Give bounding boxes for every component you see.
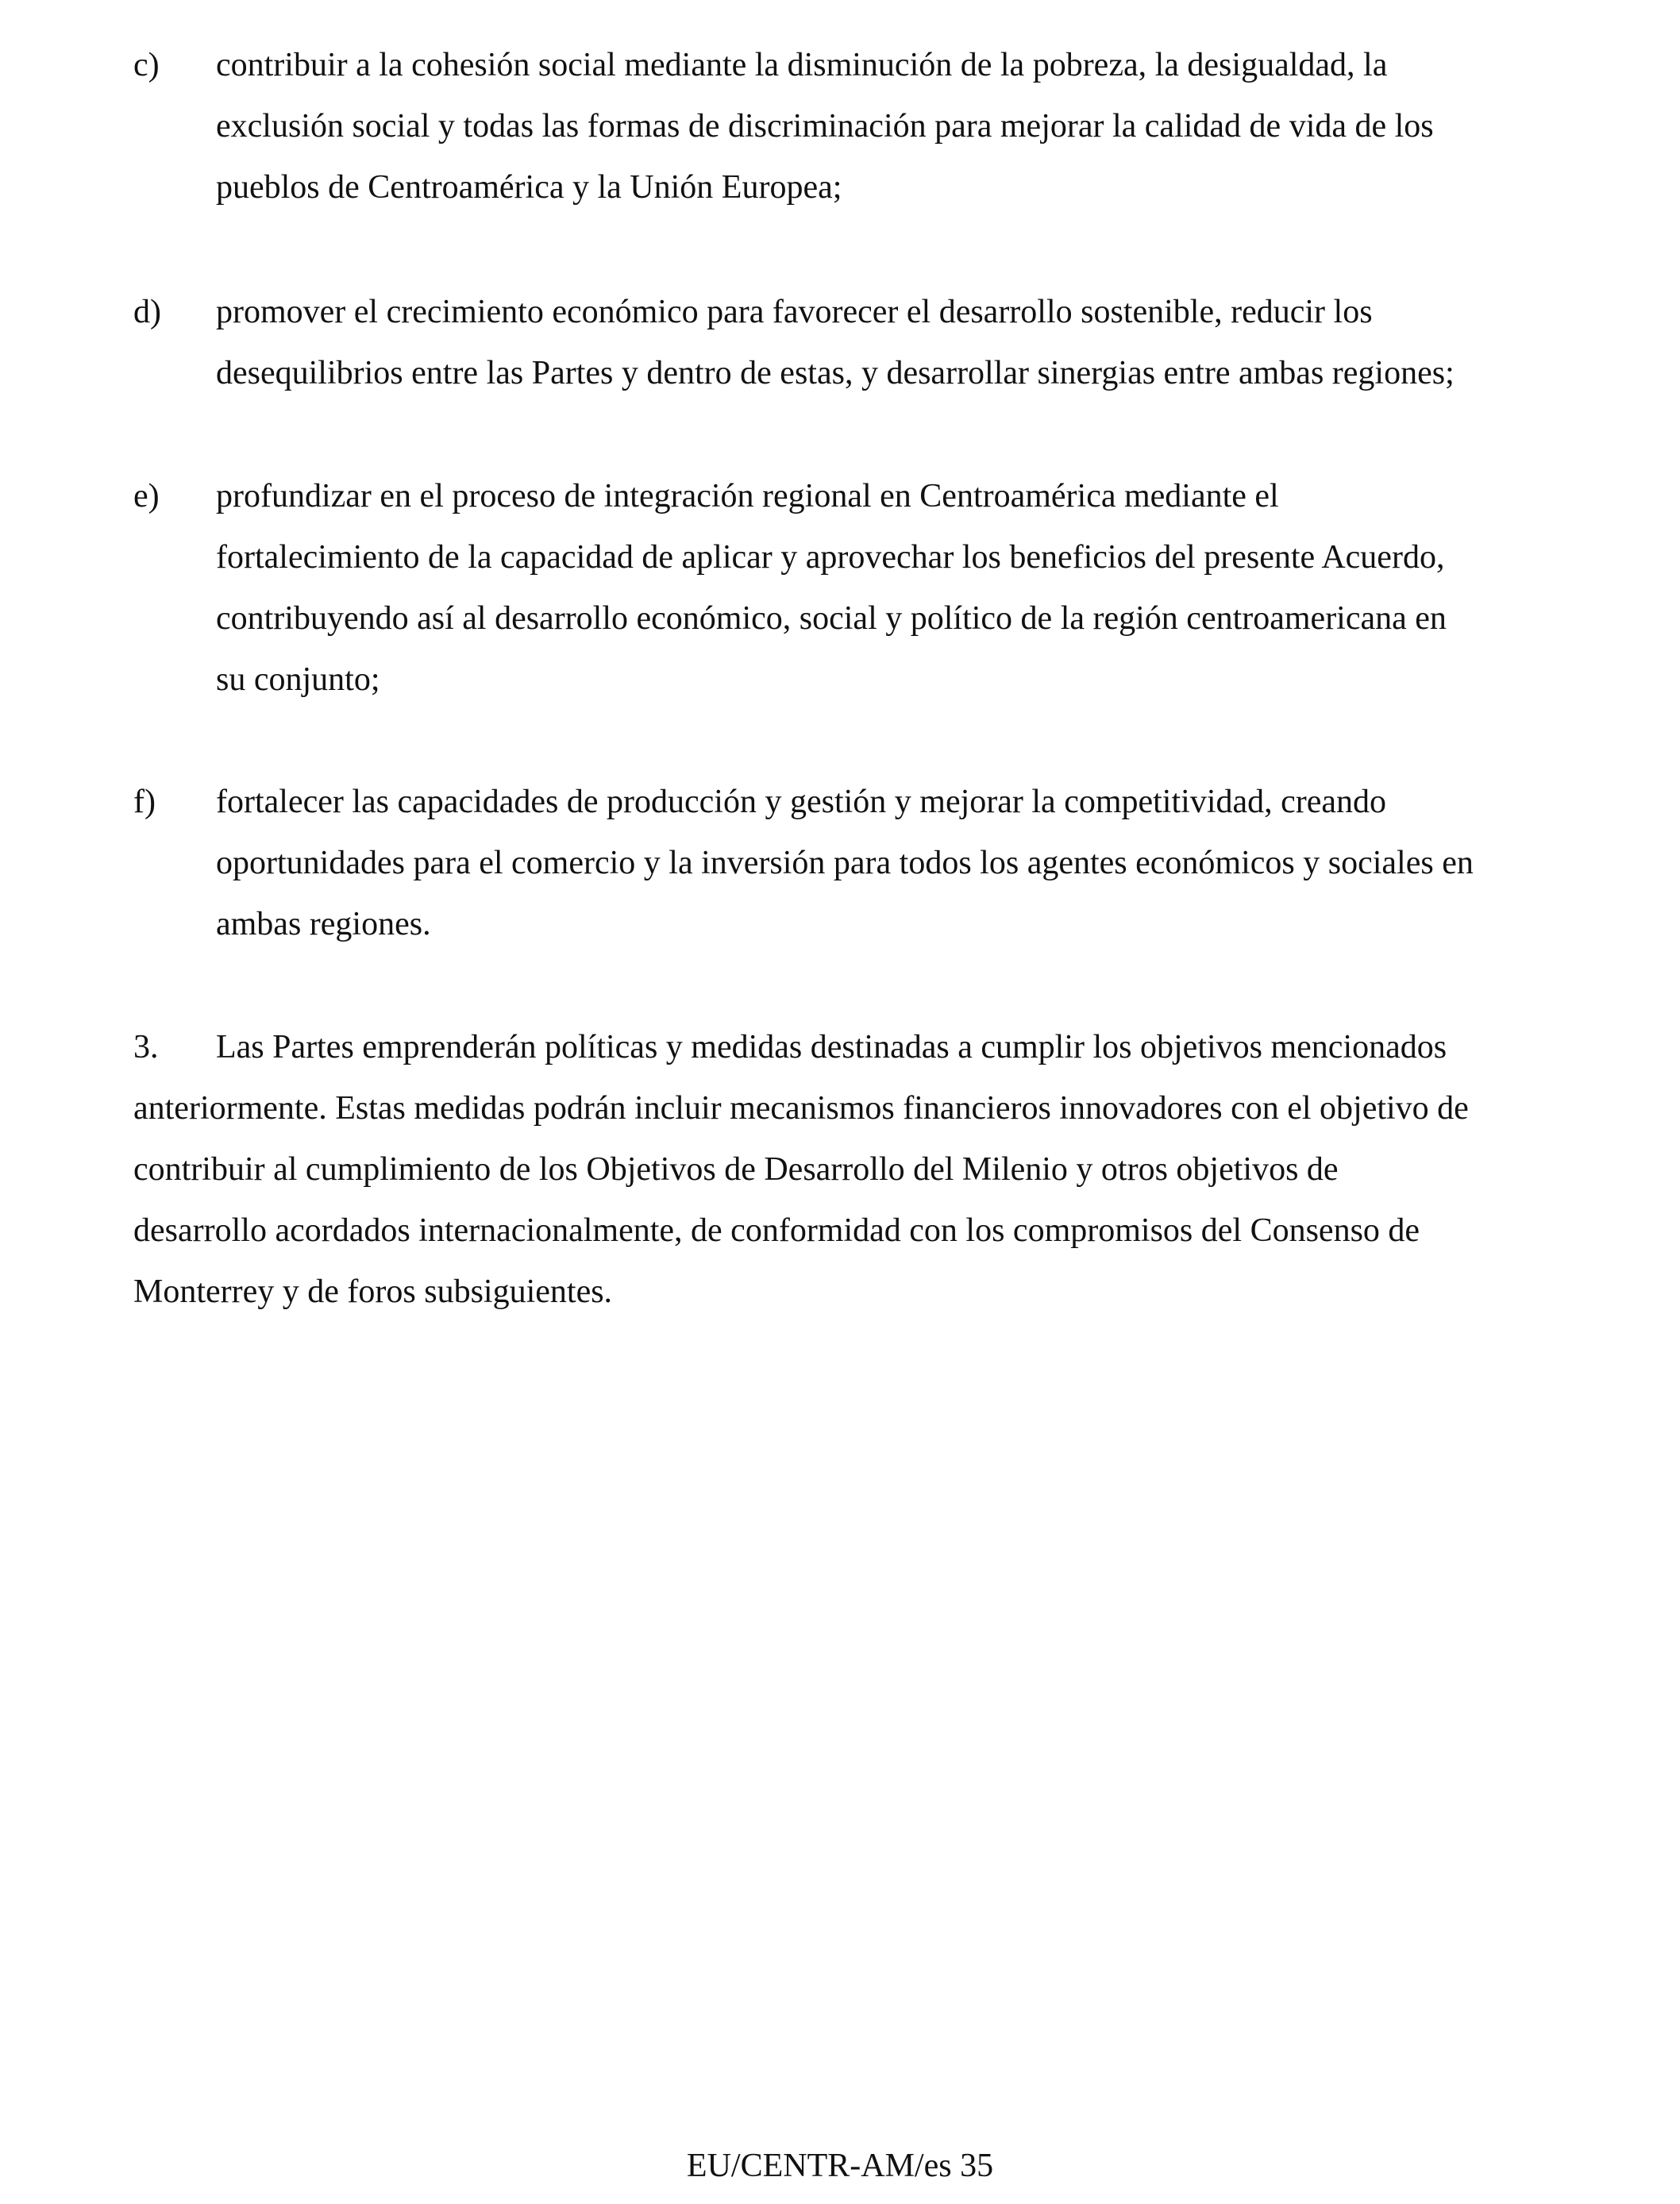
text-line: exclusión social y todas las formas de discriminación para mejorar la calidad de vida de los [216, 108, 1434, 144]
page-footer: EU/CENTR-AM/es 35 [686, 2148, 994, 2184]
list-item-label: c) [133, 47, 160, 83]
paragraph-number: 3. [133, 1029, 159, 1065]
text-line: fortalecer las capacidades de producción y gestión y mejorar la competitividad, creando [216, 784, 1387, 820]
list-item-label: d) [133, 294, 161, 330]
text-line: Monterrey y de foros subsiguientes. [133, 1273, 613, 1310]
text-line: fortalecimiento de la capacidad de aplicar y aprovechar los beneficios del presente Acuerdo, [216, 539, 1445, 576]
text-line: anteriormente. Estas medidas podrán incluir mecanismos financieros innovadores con el objetivo de [133, 1090, 1469, 1127]
list-item-text [216, 35, 1578, 218]
paragraph-3 [133, 1017, 1578, 1323]
paragraph-first-line [133, 1017, 1578, 1078]
text-line: promover el crecimiento económico para favorecer el desarrollo sostenible, reducir los [216, 294, 1373, 330]
list-item-text [216, 466, 1578, 711]
text-line: desarrollo acordados internacionalmente, de conformidad con los compromisos del Consenso de [133, 1212, 1420, 1249]
text-line: Las Partes emprenderán políticas y medidas destinadas a cumplir los objetivos mencionados [216, 1029, 1447, 1065]
list-item-label: e) [133, 478, 160, 514]
text-line: contribuir al cumplimiento de los Objetivos de Desarrollo del Milenio y otros objetivos de [133, 1151, 1339, 1188]
list-item-label: f) [133, 784, 156, 820]
text-line: contribuyendo así al desarrollo económico, social y político de la región centroamericana en [216, 600, 1447, 637]
text-line: pueblos de Centroamérica y la Unión Europea; [216, 169, 842, 206]
text-line: desequilibrios entre las Partes y dentro de estas, y desarrollar sinergias entre ambas regiones; [216, 355, 1455, 391]
list-item-text [216, 772, 1578, 955]
text-line: profundizar en el proceso de integración regional en Centroamérica mediante el [216, 478, 1279, 514]
text-line: su conjunto; [216, 661, 380, 698]
text-line: ambas regiones. [216, 906, 431, 942]
text-line: contribuir a la cohesión social mediante la disminución de la pobreza, la desigualdad, la [216, 47, 1388, 83]
text-line: oportunidades para el comercio y la inversión para todos los agentes económicos y sociales en [216, 845, 1474, 881]
list-item-text [216, 282, 1578, 404]
